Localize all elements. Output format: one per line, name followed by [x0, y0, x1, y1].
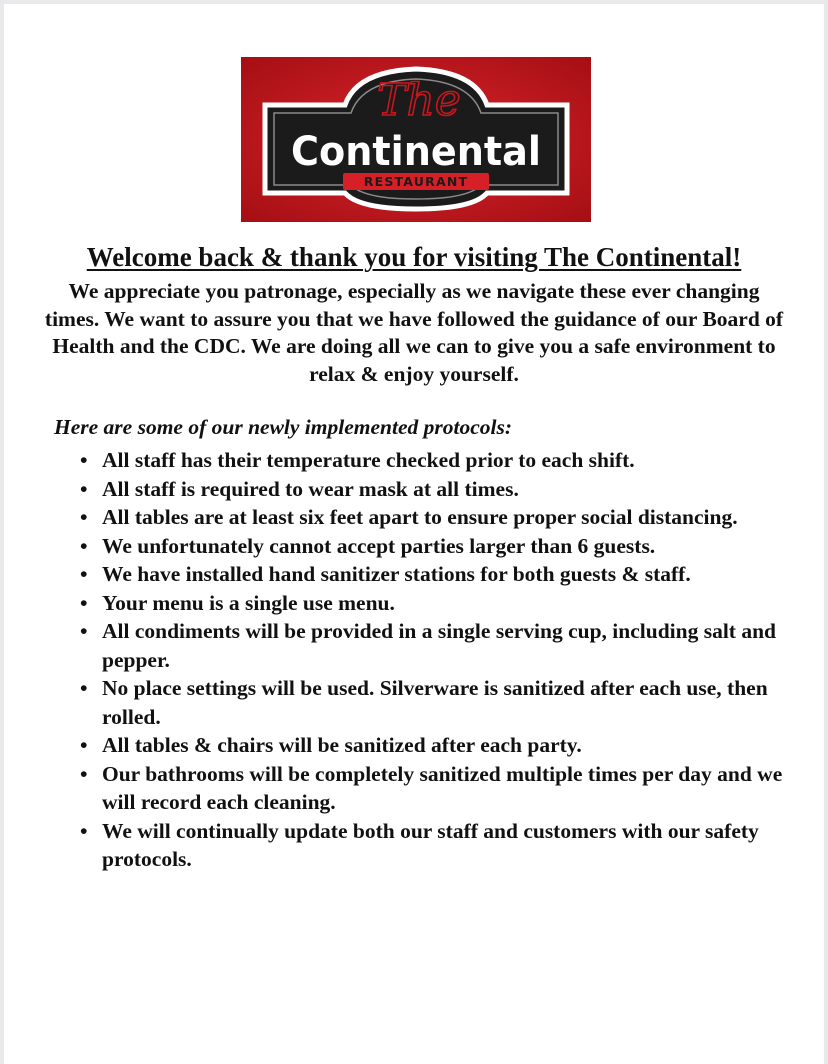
protocol-item [72, 560, 792, 589]
protocol-text: Your menu is a single use menu. [102, 590, 395, 615]
bullet-icon: • [80, 733, 88, 757]
bullet-icon: • [80, 448, 88, 472]
bullet-icon: • [80, 818, 88, 843]
protocols-heading: Here are some of our newly implemented protocols: [54, 415, 513, 439]
protocol-item [72, 817, 792, 874]
protocol-text: We will continually update both our staff and customers with our safety protocols. [102, 818, 759, 871]
protocol-item [72, 475, 792, 504]
protocol-text: We unfortunately cannot accept parties larger than 6 guests. [102, 533, 656, 558]
restaurant-logo [241, 57, 591, 222]
bullet-icon: • [80, 590, 88, 615]
logo-banner-text: RESTAURANT [363, 174, 469, 189]
bullet-icon: • [80, 476, 88, 501]
document-page [4, 4, 824, 1064]
protocol-text: All staff is required to wear mask at all times. [102, 476, 519, 501]
logo-script-text: The [377, 75, 461, 126]
bullet-icon: • [80, 533, 88, 558]
bullet-icon: • [80, 761, 88, 786]
protocol-item [72, 589, 792, 618]
protocol-text: All condiments will be provided in a single serving cup, including salt and pepper. [102, 619, 776, 672]
protocol-text: All tables are at least six feet apart to ensure proper social distancing. [102, 505, 738, 529]
protocol-text: We have installed hand sanitizer stations for both guests & staff. [102, 562, 691, 586]
protocol-item [72, 532, 792, 561]
protocol-text: No place settings will be used. Silverware is sanitized after each use, then rolled. [102, 676, 768, 729]
bullet-icon: • [80, 676, 88, 700]
protocol-item [72, 731, 792, 760]
protocol-text: All tables & chairs will be sanitized after each party. [102, 733, 582, 757]
protocol-item [72, 446, 792, 475]
protocol-item [72, 503, 792, 532]
welcome-title: Welcome back & thank you for visiting The Continental! [86, 242, 742, 272]
logo-name-text: Continental [291, 129, 541, 175]
protocol-item [72, 760, 792, 817]
bullet-icon: • [80, 619, 88, 643]
bullet-icon: • [80, 505, 88, 529]
protocol-text: All staff has their temperature checked prior to each shift. [102, 448, 635, 472]
protocol-list [72, 446, 792, 874]
protocol-item [72, 674, 792, 731]
logo-graphic [241, 57, 591, 222]
welcome-intro: We appreciate you patronage, especially as we navigate these ever changing times. We want to assure you that we have followed the guidance of our Board of Health and the CDC. We are doing all we can to give you a safe environment to relax & enjoy yourself. [44, 279, 784, 386]
protocol-text: Our bathrooms will be completely sanitized multiple times per day and we will record each cleaning. [102, 761, 783, 814]
protocol-item [72, 617, 792, 674]
bullet-icon: • [80, 562, 88, 586]
